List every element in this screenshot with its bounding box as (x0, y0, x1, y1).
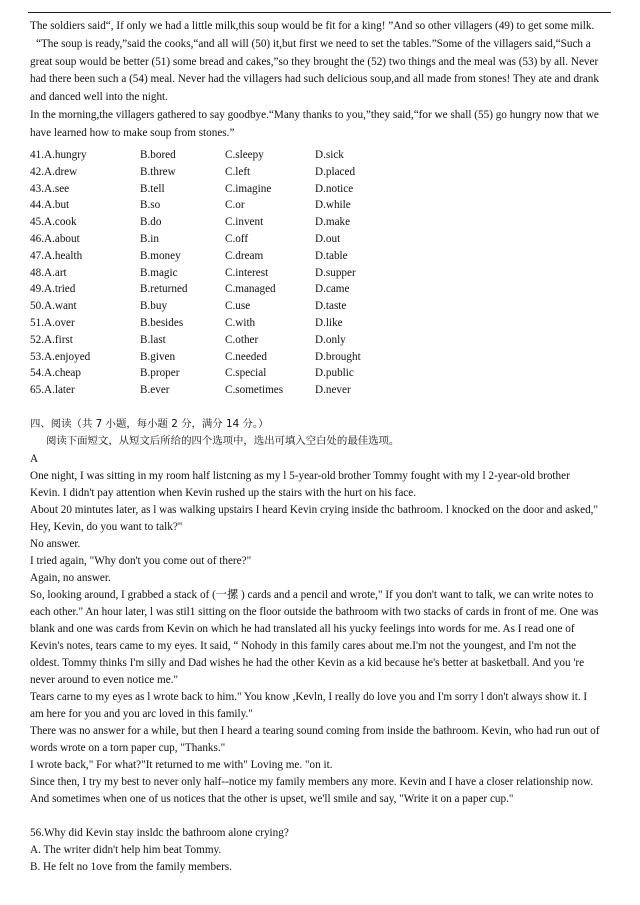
passage-line: never around to even notice me." (30, 674, 179, 686)
passage-line: So, looking around, I grabbed a stack of (一摞 ) cards and a pencil and wrote," If you don't want to talk, we can write notes to (30, 589, 594, 601)
option-choice: D.while (315, 199, 351, 212)
option-choice: B.ever (140, 384, 170, 397)
option-choice: B.buy (140, 300, 168, 313)
option-choice: 51.A.over (30, 317, 75, 329)
option-choice: B.bored (140, 149, 176, 161)
passage-line: oldest. Tommy thinks I'm silly and Dad wishes he had the other Kevin as a kid because he's better at basketball. And you 're (30, 657, 585, 669)
passage-line: I tried again, "Why don't you come out of there?" (30, 555, 252, 567)
option-choice: C.needed (225, 350, 267, 363)
option-choice: B.last (140, 333, 166, 346)
option-choice: 46.A.about (30, 233, 80, 245)
option-choice: D.like (315, 317, 343, 329)
header-rule (28, 12, 611, 13)
passage-line: Hey, Kevin, do you want to talk?" (30, 521, 183, 533)
question-option-b: B. He felt no 1ove from the family members. (30, 861, 232, 873)
section-instruction: 阅读下面短文，从短文后所给的四个选项中，选出可填入空白处的最佳选项。 (46, 435, 400, 447)
option-choice: D.came (315, 283, 350, 296)
option-choice: B.tell (140, 182, 165, 195)
passage-line: No answer. (30, 538, 81, 550)
option-choice: 65.A.later (30, 384, 75, 397)
option-choice: D.notice (315, 182, 354, 195)
option-choice: C.invent (225, 216, 264, 229)
passage-paragraph-3: In the morning,the villagers gathered to say goodbye.“Many thanks to you,”they said,“for we shall (55) go hungry now that we have learned how to make soup from stones.” (30, 109, 599, 139)
question-stem: 56.Why did Kevin stay insldc the bathroom alone crying? (30, 827, 289, 839)
option-choice: D.supper (315, 266, 356, 279)
option-choice: C.with (225, 317, 256, 329)
option-choice: B.besides (140, 317, 184, 329)
option-choice: C.or (225, 199, 245, 212)
option-choice: 50.A.want (30, 300, 77, 313)
option-choice: B.so (140, 199, 161, 212)
passage-line: Since then, I try my best to never only half--notice my family members any more. Kevin and I have a closer relationship now. (30, 776, 594, 788)
option-choice: 53.A.enjoyed (30, 350, 91, 363)
passage-line: One night, I was sitting in my room half listcning as my l 5-year-old brother Tommy fought with my l 2-year-old brother (30, 470, 570, 482)
passage-line: Tears carne to my eyes as l wrote back to him." You know ,Kevln, I really do love you and I'm sorry l don't always show it. I (30, 691, 588, 703)
question-option-a: A. The writer didn't help him beat Tommy. (30, 844, 222, 856)
passage-paragraph-2: “The soup is ready,”said the cooks,“and all will (50) it,but first we need to set the tables.”Some of the villagers said,“Such a great soup would be better (51) some bread and cakes,”so they brought the (52) two things and the meal was (53) by all. Never had there been such a (54) meal. Never had the villagers had such delicious soup,and all made from stones! They ate and drank and danced well into the night. (30, 38, 599, 103)
passage-line: And sometimes when one of us notices that the other is upset, we'll smile and say, "Write it on a paper cup." (30, 793, 514, 805)
option-choice: C.special (225, 367, 267, 380)
option-choice: B.returned (140, 283, 188, 296)
passage-line: words wrote on a torn paper cup, "Thanks." (30, 742, 226, 754)
option-choice: 48.A.art (30, 266, 67, 279)
passage-line: each other." An hour later, l was stil1 sitting on the floor outside the bathroom with two stacks of cards in front of me. One was (30, 606, 599, 618)
option-choice: D.placed (315, 165, 356, 178)
passage-line: There was no answer for a while, but then I heard a tearing sound coming from inside the bathroom. Kevin, who had run out of (30, 725, 600, 737)
option-choice: B.given (140, 350, 176, 363)
option-choice: C.left (225, 165, 251, 178)
option-choice: C.sometimes (225, 384, 284, 397)
option-choice: C.off (225, 233, 249, 245)
option-choice: 41.A.hungry (30, 149, 87, 161)
option-choice: D.never (315, 384, 351, 397)
passage-paragraph-1: The soldiers said“, If only we had a little milk,this soup would be fit for a king! ”And so other villagers (49) to get some milk. (30, 20, 595, 32)
option-choice: C.dream (225, 249, 264, 262)
option-choice: B.threw (140, 165, 176, 178)
option-choice: B.magic (140, 266, 178, 279)
option-choice: C.imagine (225, 182, 272, 195)
option-choice: B.proper (140, 367, 180, 380)
option-choice: D.make (315, 216, 351, 229)
section-heading: 四、阅读（共 7 小题，每小题 2 分，满分 14 分。） (30, 418, 269, 430)
option-choice: C.interest (225, 266, 269, 279)
option-choice: 54.A.cheap (30, 367, 81, 380)
option-choice: D.sick (315, 149, 344, 161)
passage-line: About 20 mintutes later, as l was walking upstairs I heard Kevin crying inside thc bathroom. l knocked on the door and asked," (30, 504, 599, 516)
passage-line: am here for you and you arc loved in this family." (30, 708, 253, 720)
option-choice: 43.A.see (30, 182, 70, 195)
option-choice: D.only (315, 333, 346, 346)
option-choice: 52.A.first (30, 333, 73, 346)
option-choice: 44.A.but (30, 199, 70, 212)
option-choice: D.public (315, 367, 354, 380)
option-choice: 45.A.cook (30, 216, 77, 229)
passage-line: Kevin. I didn't pay attention when Kevin rushed up the stairs with the hurt on his face. (30, 487, 417, 499)
passage-line: Again, no answer. (30, 572, 111, 584)
passage-line: blank and one was cards from Kevin on which he had translated all his yucky feelings into words for me. As I read one of (30, 623, 575, 635)
option-choice: D.taste (315, 300, 347, 313)
option-choice: D.table (315, 249, 348, 262)
option-choice: 49.A.tried (30, 283, 76, 296)
passage-line: Kevin's notes, tears came to my eyes. It said, “ Nohody in this family cares about me.I'm not the youngest, and I'm not the (30, 640, 577, 652)
option-choice: D.brought (315, 350, 361, 363)
option-choice: B.do (140, 216, 162, 229)
option-choice: B.money (140, 249, 181, 262)
option-choice: D.out (315, 233, 341, 245)
option-choice: C.managed (225, 283, 276, 296)
passage-label: A (30, 453, 39, 465)
option-choice: 42.A.drew (30, 165, 78, 178)
option-choice: C.other (225, 333, 259, 346)
option-choice: B.in (140, 233, 159, 245)
option-choice: 47.A.health (30, 249, 83, 262)
option-choice: C.use (225, 300, 251, 313)
passage-line: I wrote back," For what?"It returned to me with" Loving me. "on it. (30, 759, 333, 771)
option-choice: C.sleepy (225, 149, 264, 161)
